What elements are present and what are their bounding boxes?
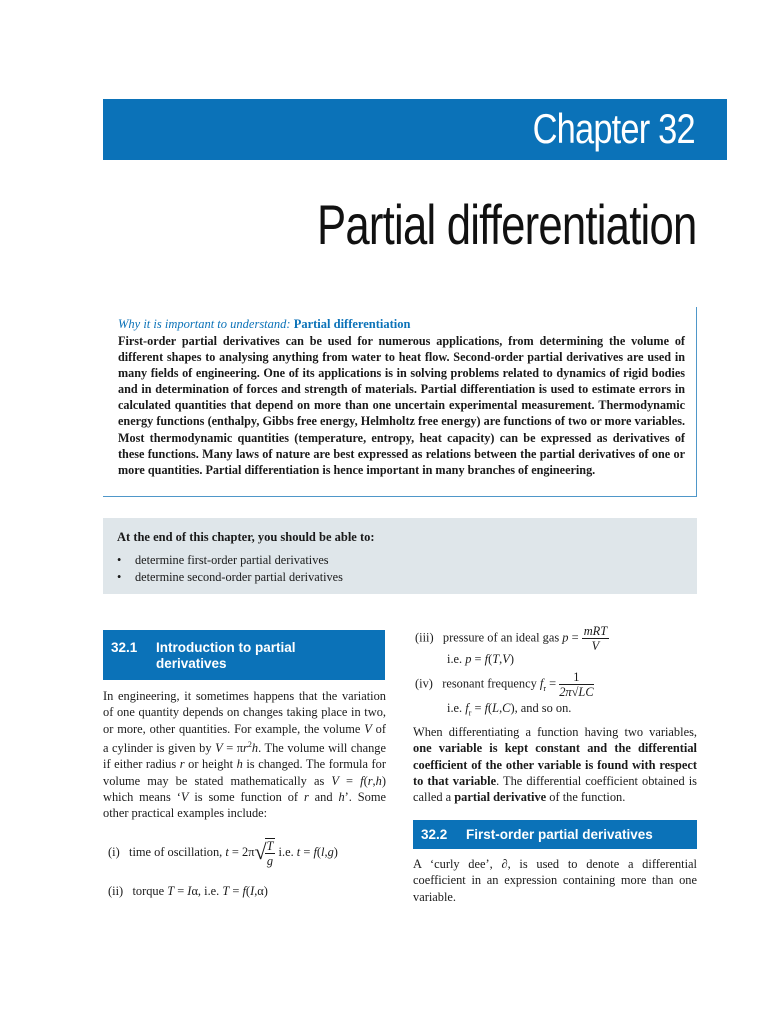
example-i: (i) time of oscillation, t = 2π√ $\frac{T}{g}$ i.e. t = f(l,g) — [108, 838, 338, 868]
why-important-topic: Partial differentiation — [293, 317, 411, 331]
objectives-list — [117, 553, 343, 587]
section-number: 32.2 — [421, 827, 448, 842]
section-title-line2: derivatives — [156, 656, 227, 671]
objectives-heading: At the end of this chapter, you should be able to: — [117, 530, 375, 544]
chapter-banner — [103, 99, 727, 160]
section-heading-32-1 — [103, 630, 385, 680]
intro-paragraph: In engineering, it sometimes happens that the variation of one quantity depends on changes taking place in two, or more, other quantities. For example, the volume V of a cylinder is given by $V = \pi r^2h$. The volume will change if either radius r or height h is changed. The formula for volume may be stated mathematically as V = f(r,h) which means ‘V is some function of r and h’. Some other practical examples include: — [103, 689, 386, 821]
why-important-body: First-order partial derivatives can be used for numerous applications, from determining the volume of different shapes to analysing anything from water to heat flow. Second-order partial derivatives are used in many fields of engineering. One of its applications is in solving problems related to dynamics of rigid bodies and in determination of forces and strength of materials. Partial differentiation is used to estimate errors in calculated quantities that depend on more than one uncertain experimental measurement. Thermodynamic energy functions (enthalpy, Gibbs free energy, Helmholtz free energy) are functions of two or more variables. Most thermodynamic quantities (temperature, entropy, heat capacity) can be expressed as derivatives of these functions. Many laws of nature are best expressed as relations between the partial derivatives of one or more quantities. Partial differentiation is hence important in many branches of engineering. — [118, 334, 685, 477]
objectives-box — [103, 518, 697, 594]
section-title: First-order partial derivatives — [466, 827, 653, 842]
section-number: 32.1 — [111, 640, 138, 655]
why-important-box — [103, 307, 697, 497]
curly-dee-paragraph: A ‘curly dee’, ∂, is used to denote a differential coefficient in an expression containing more than one variable. — [413, 857, 697, 904]
objective-item: • determine first-order partial derivatives — [117, 553, 329, 567]
why-important-lead: Why it is important to understand: — [118, 317, 291, 331]
partial-derivative-definition: When differentiating a function having two variables, one variable is kept constant and the differential coefficient of the other variable is found with respect to that variable. The differential coefficient obtained is called a partial derivative of the function. — [413, 725, 697, 805]
example-iv: (iv) resonant frequency $f_r$ = $\frac{1}{2\pi√LC}$ — [415, 670, 594, 699]
section-title-line1: Introduction to partial — [156, 640, 296, 655]
why-important-heading — [118, 317, 410, 332]
objective-item: • determine second-order partial derivatives — [117, 570, 343, 584]
example-iii: (iii) pressure of an ideal gas p = $\frac{\text{mRT}}{V}$ — [415, 624, 608, 653]
section-heading-32-2 — [413, 820, 697, 849]
chapter-label: Chapter 32 — [532, 105, 695, 152]
chapter-title: Partial differentiation — [316, 193, 696, 256]
example-iii-function: i.e. p = f(T,V) — [447, 652, 514, 666]
example-ii: (ii) torque T = Iα, i.e. T = f(I,α) — [108, 884, 268, 898]
example-iv-function: i.e. $f_r = f(L,C)$, and so on. — [447, 701, 572, 718]
